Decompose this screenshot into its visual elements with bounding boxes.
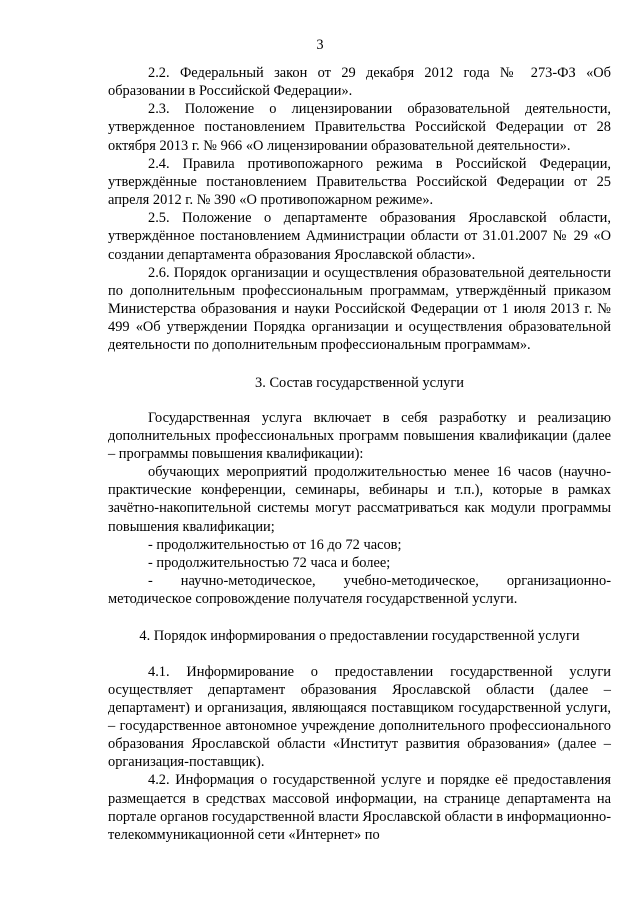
paragraph-2-2: 2.2. Федеральный закон от 29 декабря 2012 года № 273-ФЗ «Об образовании в Российской Федерации». <box>108 65 611 100</box>
paragraph-2-4: 2.4. Правила противопожарного режима в Российской Федерации, утверждённые постановлением Правительства Российской Федерации от 25 апреля 2012 г. № 390 «О противопожарном режиме». <box>108 155 611 209</box>
section-4-heading: 4. Порядок информирования о предоставлении государственной услуги <box>139 628 580 645</box>
section-3-item-4: - научно-методическое, учебно-методическое, организационно-методическое сопровождение получателя государственной услуги. <box>108 573 611 608</box>
section-3-item-2: - продолжительностью от 16 до 72 часов; <box>148 536 402 553</box>
paragraph-2-6: 2.6. Порядок организации и осуществления образовательной деятельности по дополнительным профессиональным программам, утверждённый приказом Министерства образования и науки Российской Федерации от 1 июля 2013 г. № 499 «Об утверждении Порядка организации и осуществления образовательной деятельности по дополнительным профессиональным программам». <box>108 264 611 354</box>
paragraph-2-3: 2.3. Положение о лицензировании образовательной деятельности, утвержденное постановлением Правительства Российской Федерации от 28 октября 2013 г. № 966 «О лицензировании образовательной деятельности». <box>108 101 611 154</box>
paragraph-4-2: 4.2. Информация о государственной услуге и порядке её предоставления размещается в средствах массовой информации, на странице департамента на портале органов государственной власти Ярославской области в информационно-телекоммуникационной сети «Интернет» по <box>108 772 611 843</box>
paragraph-2-5: 2.5. Положение о департаменте образования Ярославской области, утверждённое постановлением Администрации области от 31.01.2007 № 29 «О создании департамента образования Ярославской области». <box>108 210 611 263</box>
section-3-heading: 3. Состав государственной услуги <box>255 374 464 391</box>
section-3-item-3: - продолжительностью 72 часа и более; <box>148 554 391 571</box>
section-3-item-1: обучающих мероприятий продолжительностью менее 16 часов (научно-практические конференции, семинары, вебинары и т.п.), которые в рамках зачётно-накопительной системы могут рассматриваться как модули программы повышения квалификации; <box>108 464 611 535</box>
page-number: 3 <box>316 37 324 53</box>
paragraph-4-1: 4.1. Информирование о предоставлении государственной услуги осуществляет департамент образования Ярославской области (далее – департамент) и организация, являющаяся поставщиком государственной услуги, – государственное автономное учреждение дополнительного профессионального образования Ярославской области «Институт развития образования» (далее – организация-поставщик). <box>108 663 611 771</box>
document-body <box>108 64 611 844</box>
section-3-intro: Государственная услуга включает в себя разработку и реализацию дополнительных профессиональных программ повышения квалификации (далее – программы повышения квалификации): <box>108 409 611 462</box>
